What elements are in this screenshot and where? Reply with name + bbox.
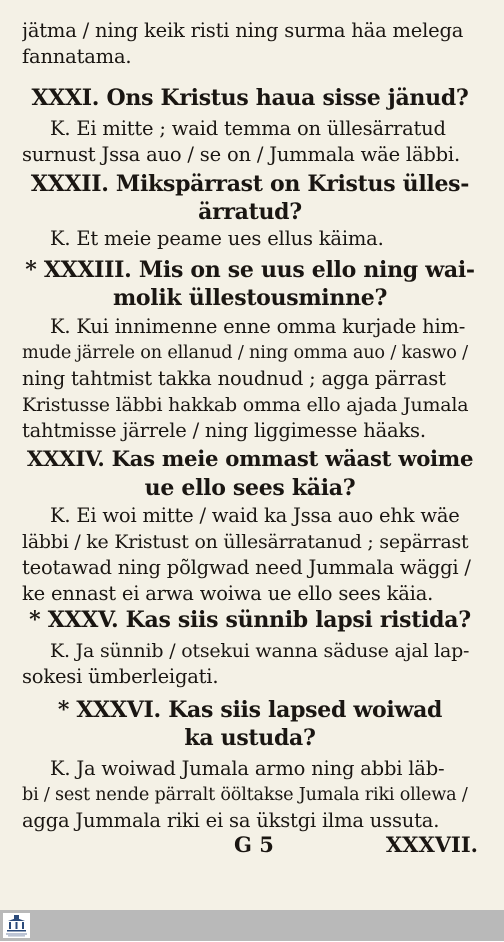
text-line: tahtmisse järrele / ning liggimesse häaks. bbox=[22, 419, 426, 442]
answer-32 bbox=[22, 226, 478, 252]
text-line: ke ennast ei arwa woiwa ue ello sees käia. bbox=[22, 582, 434, 605]
text-line: K. Ei mitte ; waid temma on üllesärratud bbox=[50, 117, 446, 140]
heading-line: XXXIV. Kas meie ommast wäast woime bbox=[26, 447, 474, 472]
text-line: K. Ja sünnib / otsekui wanna säduse ajal lap- bbox=[50, 640, 470, 662]
page-footer bbox=[22, 832, 478, 862]
question-heading-32 bbox=[22, 170, 478, 226]
question-heading-34 bbox=[22, 446, 478, 502]
viewer-bottom-bar bbox=[0, 910, 504, 941]
library-logo bbox=[3, 913, 30, 938]
text-line: jätma / ning keik risti ning surma häa melega bbox=[22, 19, 464, 42]
text-line: sokesi ümberleigati. bbox=[22, 665, 219, 688]
question-heading-31 bbox=[22, 84, 478, 112]
heading-line: * XXXVI. Kas siis lapsed woiwad bbox=[57, 697, 443, 723]
heading-line: * XXXV. Kas siis sünnib lapsi ristida? bbox=[29, 607, 471, 633]
text-line: K. Ei woi mitte / waid ka Jssa auo ehk wäe bbox=[50, 504, 460, 527]
question-heading-33 bbox=[22, 256, 478, 312]
paragraph-continuation bbox=[22, 18, 478, 70]
heading-line: molik üllestousminne? bbox=[112, 285, 388, 311]
heading-line: XXXI. Ons Kristus haua sisse jänud? bbox=[31, 85, 469, 111]
text-line: bi / sest nende pärralt ööltakse Jumala riki ollewa / bbox=[22, 785, 468, 805]
answer-31 bbox=[22, 116, 478, 168]
heading-line: ka ustuda? bbox=[184, 725, 316, 751]
answer-33 bbox=[22, 314, 478, 444]
text-line: mude järrele on ellanud / ning omma auo / kaswo / bbox=[22, 343, 468, 363]
text-line: agga Jummala riki ei sa ükstgi ilma ussuta. bbox=[22, 809, 440, 832]
text-line: K. Et meie peame ues ellus käima. bbox=[50, 227, 384, 250]
text-line: fannatama. bbox=[22, 45, 132, 68]
text-line: surnust Jssa auo / se on / Jummala wäe läbbi. bbox=[22, 143, 460, 166]
answer-36 bbox=[22, 756, 478, 834]
question-heading-35 bbox=[22, 606, 478, 634]
library-logo-icon bbox=[3, 913, 30, 938]
catchword: XXXVII. bbox=[385, 832, 478, 857]
text-line: K. Ja woiwad Jumala armo ning abbi läb- bbox=[50, 757, 445, 780]
heading-line: ärratud? bbox=[198, 199, 302, 225]
signature-mark: G 5 bbox=[234, 832, 274, 857]
heading-line: ue ello sees käia? bbox=[144, 475, 356, 501]
text-line: ning tahtmist takka noudnud ; agga pärrast bbox=[22, 367, 446, 390]
text-line: teotawad ning põlgwad need Jummala wäggi / bbox=[22, 556, 471, 579]
answer-34 bbox=[22, 503, 478, 607]
heading-line: * XXXIII. Mis on se uus ello ning wai- bbox=[25, 257, 475, 283]
answer-35 bbox=[22, 638, 478, 690]
question-heading-36 bbox=[22, 696, 478, 752]
text-line: K. Kui innimenne enne omma kurjade him- bbox=[50, 315, 466, 338]
text-line: läbbi / ke Kristust on üllesärratanud ; sepärrast bbox=[22, 531, 469, 553]
heading-line: XXXII. Mikspärrast on Kristus ülles- bbox=[30, 171, 470, 197]
text-line: Kristusse läbbi hakkab omma ello ajada Jumala bbox=[22, 394, 469, 416]
